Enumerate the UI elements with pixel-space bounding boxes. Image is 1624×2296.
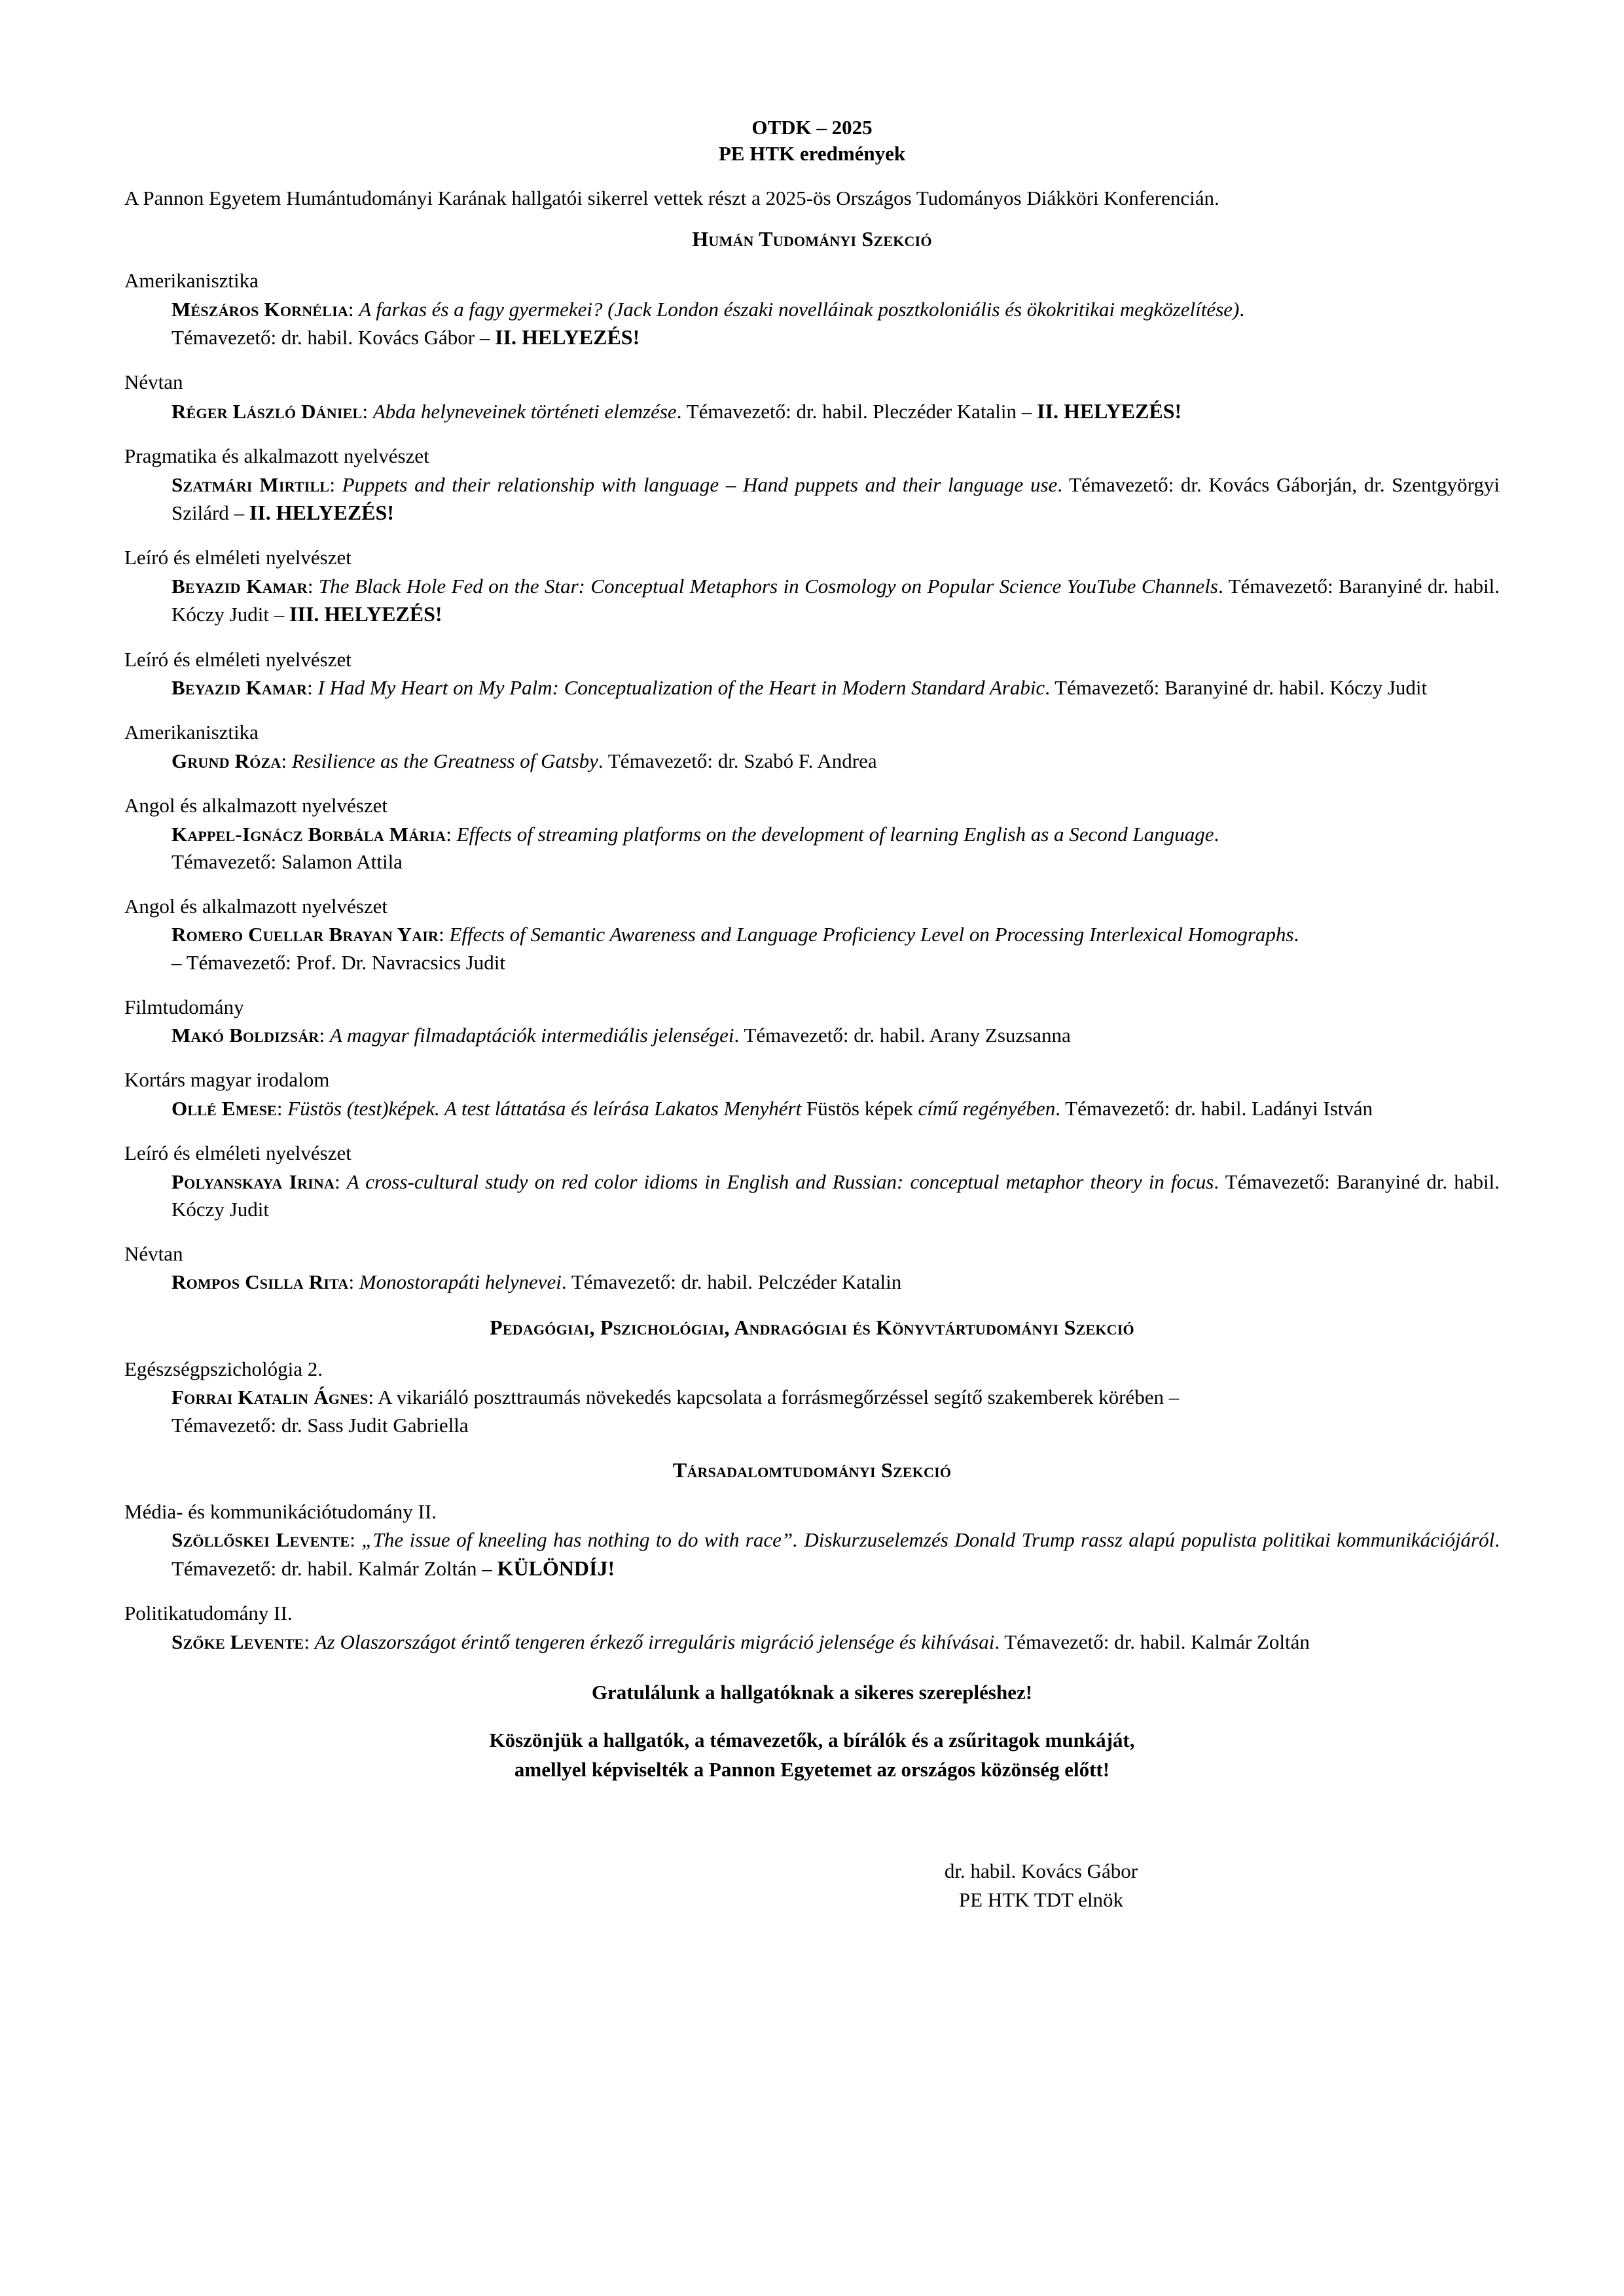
work-title: Effects of Semantic Awareness and Language Proficiency Level on Processing Interlexical Homographs	[449, 923, 1294, 946]
thanks-line-2: amellyel képviselték a Pannon Egyetemet az országos közönség előtt!	[514, 1758, 1110, 1782]
dash: –	[268, 603, 289, 626]
student-name: Grund Róza	[171, 749, 281, 772]
entry-field: Leíró és elméleti nyelvészet	[124, 1141, 352, 1165]
advisor: Témavezető: dr. habil. Kalmár Zoltán	[1004, 1630, 1310, 1653]
work-title: Monostorapáti helynevei	[359, 1270, 562, 1294]
entry-field: Névtan	[124, 370, 183, 394]
advisor: Témavezető: Salamon Attila	[171, 850, 403, 873]
entry-field: Média- és kommunikációtudomány II.	[124, 1499, 437, 1523]
entry-field: Amerikanisztika	[124, 721, 259, 744]
award-badge: III. HELYEZÉS!	[289, 602, 442, 626]
congratulations-line: Gratulálunk a hallgatóknak a sikeres szerepléshez!	[591, 1680, 1033, 1704]
colon: :	[307, 676, 318, 700]
colon: :	[350, 1528, 362, 1552]
entry-field: Kortárs magyar irodalom	[124, 1068, 330, 1092]
thanks-line-1: Köszönjük a hallgatók, a témavezetők, a bírálók és a zsűritagok munkáját,	[489, 1729, 1135, 1752]
student-name: Réger László Dániel	[171, 399, 363, 423]
colon: :	[334, 1170, 347, 1193]
colon: :	[362, 399, 373, 423]
advisor: Témavezető: Baranyiné dr. habil. Kóczy Judit	[1055, 676, 1428, 700]
award-badge: KÜLÖNDÍJ!	[497, 1556, 615, 1580]
work-title: A magyar filmadaptációk intermediális jelenségei	[329, 1024, 734, 1047]
title-line-2: PE HTK eredmények	[718, 142, 906, 166]
entry-4	[124, 544, 1500, 628]
advisor: Témavezető: dr. Szabó F. Andrea	[607, 749, 877, 772]
entry-3	[124, 442, 1500, 527]
dash: –	[475, 325, 496, 349]
colon: :	[446, 822, 457, 846]
student-name: Rompos Csilla Rita	[171, 1270, 349, 1294]
dash: –	[477, 1556, 497, 1580]
advisor: Témavezető: dr. habil. Kalmár Zoltán	[171, 1556, 477, 1580]
entry-6	[124, 719, 1500, 775]
period: .	[994, 1630, 1005, 1653]
colon: :	[329, 473, 342, 496]
work-title: „The issue of kneeling has nothing to do with race”. Diskurzuselemzés Donald Trump rassz alapú populista politikai kommunikációjáról	[361, 1528, 1495, 1552]
entry-9	[124, 994, 1500, 1050]
entry-body	[171, 471, 1500, 528]
student-name: Kappel-Ignácz Borbála Mária	[171, 822, 446, 846]
entry-13	[124, 1355, 1500, 1439]
student-name: Makó Boldizsár	[171, 1024, 319, 1047]
entry-8	[124, 893, 1500, 977]
colon: :	[304, 1630, 315, 1653]
entry-body	[171, 1268, 1500, 1296]
student-name: Polyanskaya Irina	[171, 1170, 335, 1193]
colon: :	[348, 297, 359, 321]
work-title: A vikariáló poszttraumás növekedés kapcsolata a forrásmegőrzéssel segítő szakemberek körében –	[378, 1386, 1180, 1409]
signature-name: dr. habil. Kovács Gábor	[944, 1859, 1138, 1883]
award-badge: II. HELYEZÉS!	[495, 325, 640, 349]
entry-field: Angol és alkalmazott nyelvészet	[124, 894, 388, 918]
award-badge: II. HELYEZÉS!	[249, 500, 394, 524]
entry-body	[171, 1022, 1500, 1049]
period: .	[676, 399, 687, 423]
student-name: Szőke Levente	[171, 1630, 304, 1653]
thanks-block	[124, 1726, 1500, 1785]
entry-body	[171, 1526, 1500, 1583]
entry-14	[124, 1498, 1500, 1583]
work-title: A farkas és a fagy gyermekei? (Jack London északi novelláinak posztkoloniális és ökokritikai megközelítése)	[359, 297, 1240, 321]
work-title: Resilience as the Greatness of Gatsby	[291, 749, 598, 772]
entry-body	[171, 1095, 1500, 1122]
work-title: I Had My Heart on My Palm: Conceptualization of the Heart in Modern Standard Arabic	[317, 676, 1045, 700]
intro-paragraph: A Pannon Egyetem Humántudományi Karának hallgatói sikerrel vettek részt a 2025-ös Országos Tudományos Diákköri Konferencián.	[124, 186, 1219, 209]
period: .	[1218, 574, 1229, 598]
period: .	[1045, 676, 1055, 700]
signature-inner	[945, 1857, 1138, 1914]
period: .	[1239, 297, 1245, 321]
entry-2	[124, 368, 1500, 425]
work-title: Az Olaszországot érintő tengeren érkező irreguláris migráció jelensége és kihívásai	[314, 1630, 995, 1653]
entry-field: Pragmatika és alkalmazott nyelvészet	[124, 444, 429, 468]
entry-15	[124, 1600, 1500, 1656]
entry-12	[124, 1240, 1500, 1297]
section-heading-pedagogy: Pedagógiai, Pszichológiai, Andragógiai és Könyvtártudományi Szekció	[490, 1315, 1134, 1339]
signature-block	[124, 1857, 1500, 1914]
colon: :	[368, 1386, 378, 1409]
entry-field: Névtan	[124, 1242, 183, 1265]
entry-5	[124, 646, 1500, 702]
student-name: Beyazid Kamar	[171, 574, 308, 598]
student-name: Romero Cuellar Brayan Yair	[171, 923, 439, 946]
colon: :	[319, 1024, 330, 1047]
entry-11	[124, 1139, 1500, 1223]
signature-role: PE HTK TDT elnök	[958, 1888, 1124, 1912]
entry-field: Amerikanisztika	[124, 268, 259, 292]
entry-body	[171, 1384, 1500, 1439]
period: .	[734, 1024, 744, 1047]
work-title: Effects of streaming platforms on the development of learning English as a Second Language	[456, 822, 1214, 846]
colon: :	[307, 574, 319, 598]
entry-1	[124, 267, 1500, 351]
title-line-1: OTDK – 2025	[751, 116, 873, 139]
advisor: Témavezető: dr. habil. Ladányi István	[1065, 1096, 1373, 1120]
entry-field: Egészségpszichológia 2.	[124, 1357, 323, 1380]
period: .	[1214, 822, 1219, 846]
period: .	[1214, 1170, 1225, 1193]
colon: :	[281, 749, 292, 772]
period: .	[1494, 1528, 1500, 1552]
entry-body	[171, 397, 1500, 426]
entry-body	[171, 674, 1500, 702]
work-title-mid	[801, 1097, 806, 1120]
advisor: Témavezető: dr. habil. Kovács Gábor	[171, 325, 475, 349]
student-name: Ollé Emese	[171, 1096, 277, 1120]
advisor: Témavezető: dr. habil. Arany Zsuzsanna	[744, 1024, 1071, 1047]
period: .	[598, 749, 608, 772]
entry-field: Angol és alkalmazott nyelvészet	[124, 794, 388, 817]
dash: –	[1017, 399, 1038, 423]
entry-7	[124, 792, 1500, 876]
advisor: Témavezető: dr. Sass Judit Gabriella	[171, 1413, 469, 1437]
advisor: Témavezető: Baranyiné dr. habil. Kóczy Judit	[171, 1170, 1500, 1221]
colon: :	[439, 923, 450, 946]
entry-body	[171, 747, 1500, 775]
document-title	[124, 115, 1500, 168]
entry-body	[171, 821, 1500, 876]
entry-body	[171, 1168, 1500, 1223]
entry-body	[171, 1628, 1500, 1656]
entry-body	[171, 573, 1500, 629]
work-title-tail: című regényében	[918, 1096, 1056, 1120]
dash: –	[228, 501, 249, 524]
entry-field: Politikatudomány II.	[124, 1602, 293, 1625]
student-name: Forrai Katalin Ágnes	[171, 1386, 369, 1409]
work-title: A cross-cultural study on red color idioms in English and Russian: conceptual metaphor theory in focus	[346, 1170, 1214, 1193]
student-name: Mészáros Kornélia	[171, 297, 348, 321]
section-heading-human: Humán Tudományi Szekció	[692, 226, 932, 251]
colon: :	[348, 1270, 359, 1294]
period: .	[561, 1270, 571, 1294]
advisor: – Témavezető: Prof. Dr. Navracsics Judit	[171, 950, 505, 974]
entry-body	[171, 296, 1500, 352]
work-title-regular: Füstös képek	[806, 1096, 913, 1120]
work-title: Abda helyneveinek történeti elemzése	[372, 399, 677, 423]
colon: :	[276, 1096, 288, 1120]
award-badge: II. HELYEZÉS!	[1037, 399, 1182, 423]
entry-10	[124, 1066, 1500, 1122]
student-name: Szöllőskei Levente	[171, 1528, 350, 1552]
student-name: Beyazid Kamar	[171, 676, 308, 700]
entry-field: Leíró és elméleti nyelvészet	[124, 647, 352, 671]
entry-field: Filmtudomány	[124, 995, 244, 1018]
advisor: Témavezető: dr. habil. Pelczéder Katalin	[571, 1270, 902, 1294]
advisor: Témavezető: dr. Kovács Gáborján, dr. Szentgyörgyi Szilárd	[171, 473, 1500, 524]
section-heading-social: Társadalomtudományi Szekció	[672, 1458, 952, 1482]
advisor: Témavezető: Baranyiné dr. habil. Kóczy Judit	[171, 574, 1500, 626]
work-title: The Black Hole Fed on the Star: Conceptual Metaphors in Cosmology on Popular Science YouTube Channels	[318, 574, 1218, 598]
entry-body	[171, 921, 1500, 976]
period: .	[1055, 1096, 1066, 1120]
entry-field: Leíró és elméleti nyelvészet	[124, 546, 352, 569]
work-title: Füstös (test)képek. A test láttatása és leírása Lakatos Menyhért	[287, 1096, 802, 1120]
period: .	[1057, 473, 1070, 496]
student-name: Szatmári Mirtill	[171, 473, 330, 496]
period: .	[1293, 923, 1299, 946]
advisor: Témavezető: dr. habil. Pleczéder Katalin	[686, 399, 1017, 423]
work-title: Puppets and their relationship with language – Hand puppets and their language use	[342, 473, 1058, 496]
